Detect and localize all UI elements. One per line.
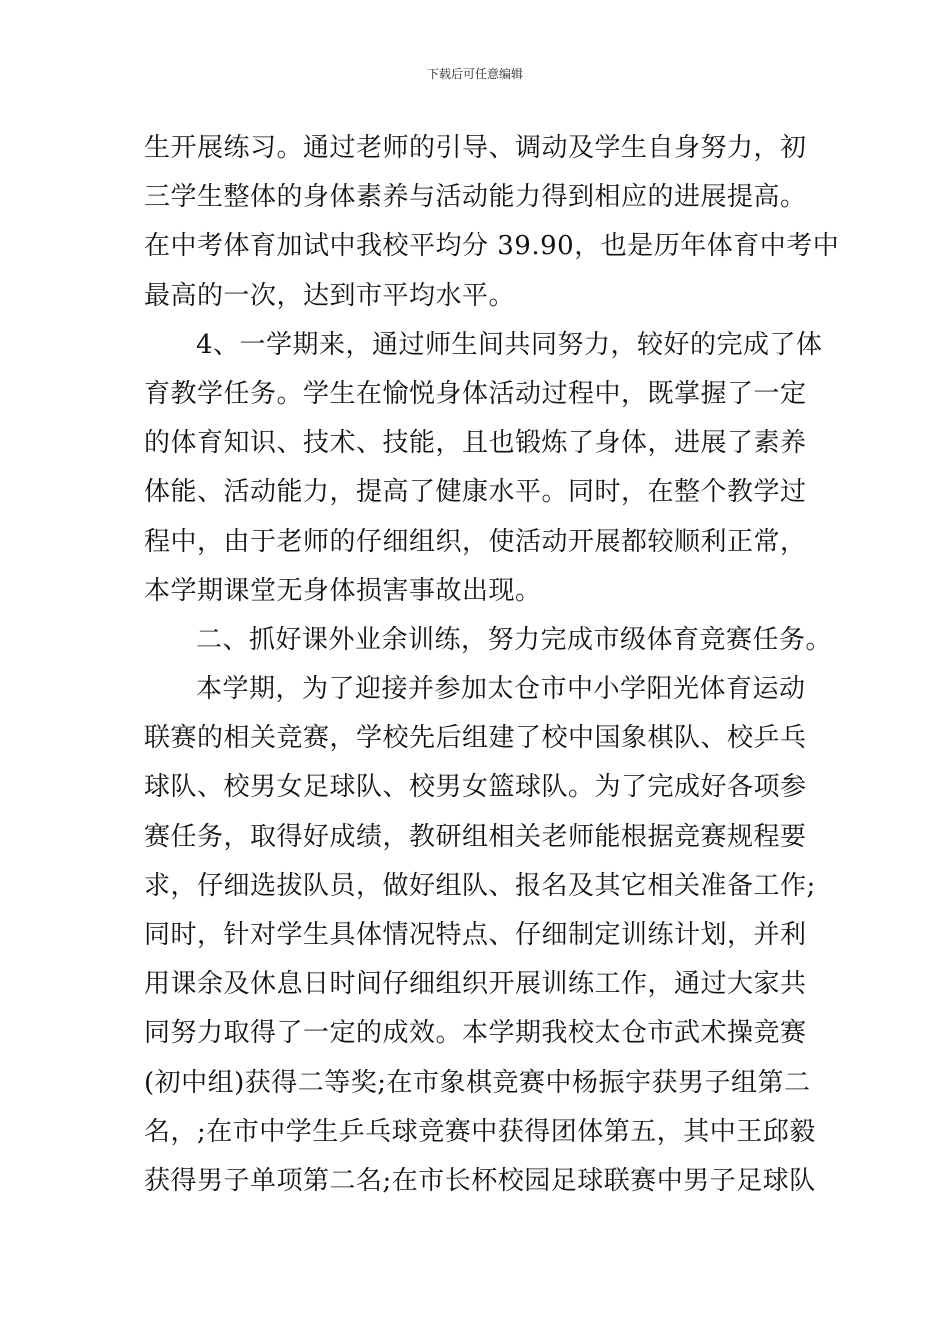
text-line: 球队、校男女足球队、校男女篮球队。为了完成好各项参 <box>144 772 807 803</box>
text-line: 三学生整体的身体素养与活动能力得到相应的进展提高。 <box>144 182 807 213</box>
text-line: 程中，由于老师的仔细组织，使活动开展都较顺利正常， <box>144 526 807 557</box>
text-line: 本学期，为了迎接并参加太仓市中小学阳光体育运动 <box>196 674 806 705</box>
text-line: 名，;在市中学生乒乓球竞赛中获得团体第五，其中王邱毅 <box>144 1116 816 1147</box>
text-line: (初中组)获得二等奖;在市象棋竞赛中杨振宇获男子组第二 <box>144 1067 811 1098</box>
page-header-note: 下载后可任意编辑 <box>426 67 523 81</box>
text-line: 在中考体育加试中我校平均分 39.90，也是历年体育中考中 <box>144 231 840 262</box>
text-line: 体能、活动能力，提高了健康水平。同时，在整个教学过 <box>144 477 807 508</box>
text-line: 4、一学期来，通过师生间共同努力，较好的完成了体 <box>196 329 823 360</box>
document-body <box>144 124 840 1206</box>
text-line: 赛任务，取得好成绩，教研组相关老师能根据竞赛规程要 <box>144 821 807 852</box>
text-line: 的体育知识、技术、技能，且也锻炼了身体，进展了素养 <box>144 428 807 459</box>
text-line: 联赛的相关竞赛，学校先后组建了校中国象棋队、校乒乓 <box>144 723 807 754</box>
text-line: 同努力取得了一定的成效。本学期我校太仓市武术操竞赛 <box>144 1018 807 1049</box>
text-line: 最高的一次，达到市平均水平。 <box>144 280 516 311</box>
text-line: 本学期课堂无身体损害事故出现。 <box>144 575 542 606</box>
text-line: 育教学任务。学生在愉悦身体活动过程中，既掌握了一定 <box>144 378 807 409</box>
text-line: 获得男子单项第二名;在市长杯校园足球联赛中男子足球队 <box>144 1165 816 1196</box>
text-line: 用课余及休息日时间仔细组织开展训练工作，通过大家共 <box>144 969 807 1000</box>
text-line: 求，仔细选拔队员，做好组队、报名及其它相关准备工作; <box>144 870 816 901</box>
section-heading: 二、抓好课外业余训练，努力完成市级体育竞赛任务。 <box>196 624 833 655</box>
text-line: 生开展练习。通过老师的引导、调动及学生自身努力，初 <box>144 133 807 163</box>
text-line: 同时，针对学生具体情况特点、仔细制定训练计划，并利 <box>144 920 807 950</box>
